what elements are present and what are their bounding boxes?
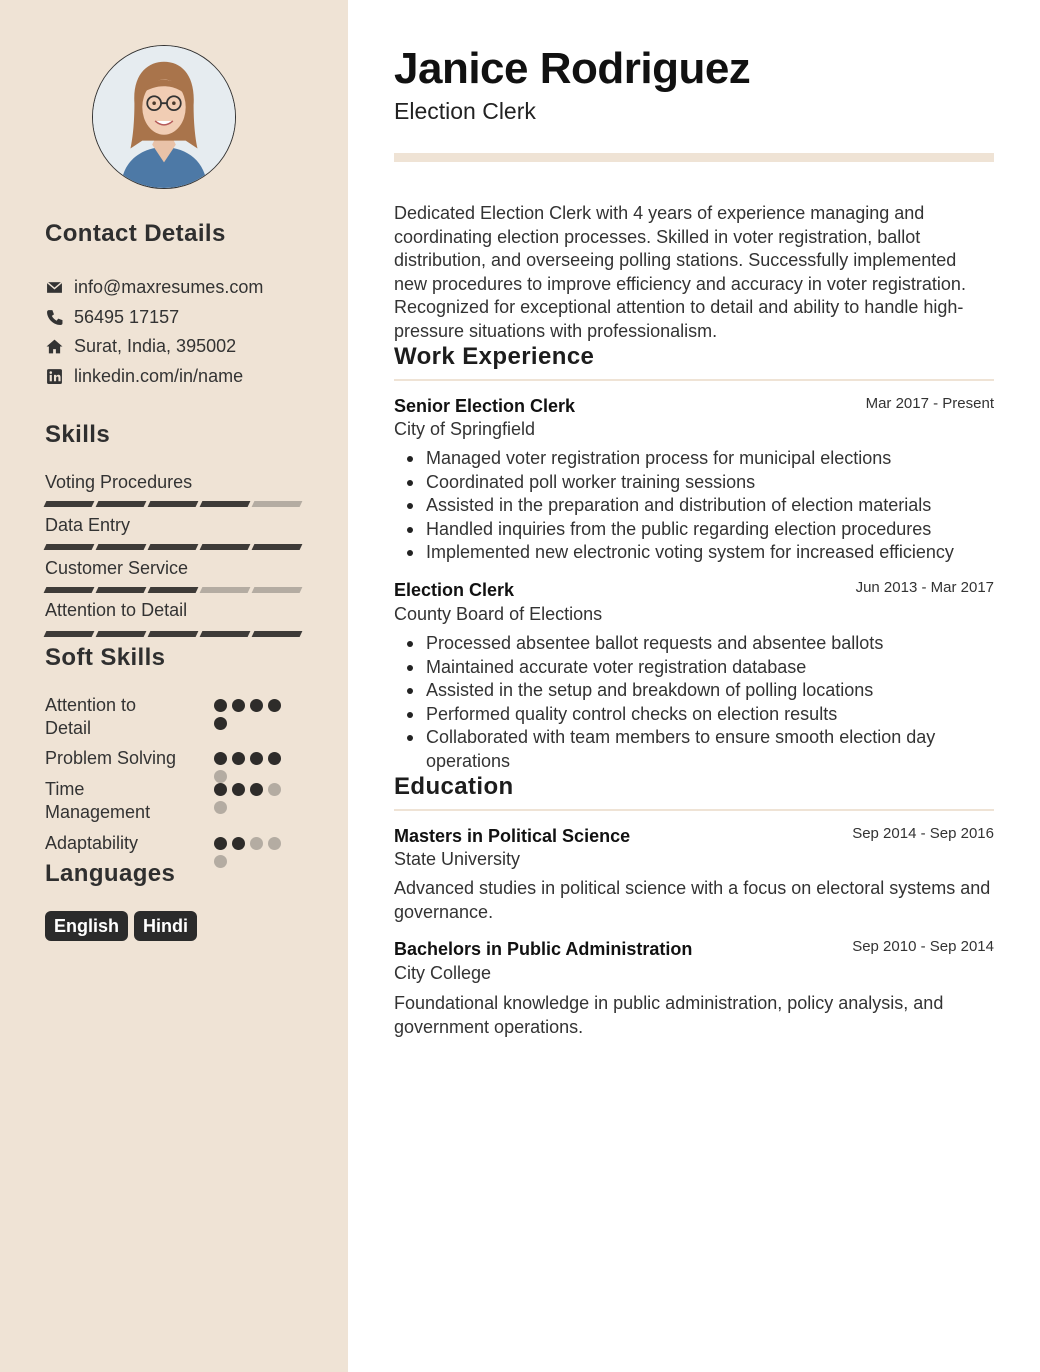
skill-bar-segment bbox=[200, 587, 251, 593]
contact-email[interactable] bbox=[45, 275, 263, 299]
soft-skill-dot bbox=[214, 783, 227, 796]
candidate-name: Janice Rodriguez bbox=[394, 44, 751, 93]
skill-label: Attention to Detail bbox=[45, 600, 188, 620]
degree-description: Advanced studies in political science with a focus on electoral systems and governance. bbox=[394, 878, 991, 922]
job-dates: Jun 2013 - Mar 2017 bbox=[855, 579, 994, 596]
soft-skill-dots bbox=[214, 699, 294, 730]
skill-bar-segment bbox=[148, 587, 199, 593]
list-item: Implemented new electronic voting system for increased efficiency bbox=[394, 541, 994, 565]
language-pill: English bbox=[45, 911, 128, 941]
soft-skill-dot bbox=[268, 752, 281, 765]
degree-title: Masters in Political Science bbox=[394, 826, 631, 846]
list-item: Assisted in the setup and breakdown of polling locations bbox=[394, 679, 984, 703]
degree-dates: Sep 2010 - Sep 2014 bbox=[852, 938, 994, 955]
skill-bar-segment bbox=[252, 544, 303, 550]
soft-skill-label: Problem Solving bbox=[45, 748, 177, 768]
language-pill: Hindi bbox=[134, 911, 197, 941]
soft-skill-dot bbox=[232, 699, 245, 712]
skill-bar bbox=[45, 501, 301, 507]
soft-skill-dot bbox=[214, 752, 227, 765]
degree-description: Foundational knowledge in public administration, policy analysis, and government operations. bbox=[394, 993, 944, 1037]
linkedin-icon bbox=[45, 367, 63, 385]
degree-title: Bachelors in Public Administration bbox=[394, 939, 693, 959]
skill-bar-segment bbox=[96, 631, 147, 637]
school-name: State University bbox=[394, 849, 521, 869]
job-bullets bbox=[394, 447, 994, 565]
soft-skill-dot bbox=[232, 783, 245, 796]
contact-heading: Contact Details bbox=[45, 220, 226, 247]
contact-address bbox=[45, 334, 236, 358]
skill-bar bbox=[45, 544, 301, 550]
phone-icon bbox=[45, 308, 63, 326]
skill-bar-segment bbox=[96, 544, 147, 550]
soft-skill-dot bbox=[250, 752, 263, 765]
skill-label: Voting Procedures bbox=[45, 472, 193, 492]
skill-bar-segment bbox=[148, 544, 199, 550]
candidate-role: Election Clerk bbox=[394, 98, 536, 124]
contact-email-text: info@maxresumes.com bbox=[74, 276, 264, 297]
skill-bar-segment bbox=[252, 631, 303, 637]
soft-skill-dot bbox=[232, 752, 245, 765]
soft-skill-dot bbox=[250, 699, 263, 712]
skill-bar-segment bbox=[200, 501, 251, 507]
list-item: Assisted in the preparation and distribution of election materials bbox=[394, 494, 994, 518]
soft-skill-dots bbox=[214, 752, 294, 783]
skill-bar-segment bbox=[252, 501, 303, 507]
contact-address-text: Surat, India, 395002 bbox=[74, 335, 237, 356]
skill-bar-segment bbox=[44, 544, 95, 550]
skill-bar-segment bbox=[200, 544, 251, 550]
languages-list bbox=[45, 911, 197, 941]
envelope-icon bbox=[45, 278, 63, 296]
skill-bar-segment bbox=[148, 631, 199, 637]
languages-heading: Languages bbox=[45, 860, 176, 887]
soft-skill-dot bbox=[250, 783, 263, 796]
skill-bar-segment bbox=[44, 631, 95, 637]
list-item: Collaborated with team members to ensure smooth election day operations bbox=[394, 726, 984, 773]
degree-dates: Sep 2014 - Sep 2016 bbox=[852, 825, 994, 842]
profile-summary: Dedicated Election Clerk with 4 years of experience managing and coordinating election processes. Skilled in voter registration, ballot distribution, and overseeing polling stations. Successfully implemented new procedures to improve efficiency and accuracy in voter registration. Recognized for exceptional attention to detail and ability to handle high-pressure situations with professionalism. bbox=[394, 203, 966, 341]
job-title: Senior Election Clerk bbox=[394, 396, 576, 416]
list-item: Managed voter registration process for municipal elections bbox=[394, 447, 994, 471]
skill-bar-segment bbox=[96, 587, 147, 593]
skills-heading: Skills bbox=[45, 421, 111, 448]
soft-skill-label: Time Management bbox=[45, 779, 151, 822]
soft-skill-dot bbox=[268, 783, 281, 796]
soft-skill-dot bbox=[268, 837, 281, 850]
list-item: Processed absentee ballot requests and absentee ballots bbox=[394, 632, 984, 656]
school-name: City College bbox=[394, 963, 492, 983]
work-experience-heading: Work Experience bbox=[394, 343, 595, 370]
section-divider bbox=[394, 379, 994, 381]
skill-bar bbox=[45, 587, 301, 593]
contact-linkedin-text: linkedin.com/in/name bbox=[74, 365, 244, 386]
soft-skill-dot bbox=[214, 770, 227, 783]
soft-skill-dot bbox=[214, 801, 227, 814]
soft-skill-label: Attention to Detail bbox=[45, 695, 137, 738]
list-item: Performed quality control checks on election results bbox=[394, 703, 984, 727]
header-divider bbox=[394, 153, 994, 162]
soft-skill-label: Adaptability bbox=[45, 833, 139, 853]
skill-bar-segment bbox=[200, 631, 251, 637]
contact-phone[interactable] bbox=[45, 305, 179, 329]
skill-label: Data Entry bbox=[45, 515, 131, 535]
job-organization: County Board of Elections bbox=[394, 604, 603, 624]
list-item: Handled inquiries from the public regarding election procedures bbox=[394, 518, 994, 542]
job-bullets bbox=[394, 632, 984, 773]
skill-bar bbox=[45, 631, 301, 637]
job-dates: Mar 2017 - Present bbox=[865, 395, 994, 412]
avatar bbox=[92, 45, 236, 189]
soft-skill-dots bbox=[214, 837, 294, 868]
soft-skill-dot bbox=[214, 699, 227, 712]
contact-linkedin[interactable] bbox=[45, 364, 243, 388]
soft-skill-dot bbox=[232, 837, 245, 850]
list-item: Coordinated poll worker training sessions bbox=[394, 471, 994, 495]
section-divider bbox=[394, 809, 994, 811]
soft-skill-dot bbox=[214, 855, 227, 868]
skill-bar-segment bbox=[44, 587, 95, 593]
skill-label: Customer Service bbox=[45, 558, 189, 578]
profile-photo bbox=[93, 46, 235, 188]
skill-bar-segment bbox=[96, 501, 147, 507]
soft-skills-heading: Soft Skills bbox=[45, 644, 166, 671]
main-content bbox=[348, 0, 1040, 1372]
soft-skill-dot bbox=[250, 837, 263, 850]
job-organization: City of Springfield bbox=[394, 419, 536, 439]
skill-bar-segment bbox=[44, 501, 95, 507]
list-item: Maintained accurate voter registration database bbox=[394, 656, 984, 680]
soft-skill-dot bbox=[268, 699, 281, 712]
skill-bar-segment bbox=[148, 501, 199, 507]
job-title: Election Clerk bbox=[394, 580, 515, 600]
skill-bar-segment bbox=[252, 587, 303, 593]
contact-phone-text: 56495 17157 bbox=[74, 306, 180, 327]
education-heading: Education bbox=[394, 773, 514, 800]
soft-skill-dot bbox=[214, 717, 227, 730]
soft-skill-dot bbox=[214, 837, 227, 850]
sidebar bbox=[0, 0, 348, 1372]
home-icon bbox=[45, 337, 63, 355]
soft-skill-dots bbox=[214, 783, 294, 814]
